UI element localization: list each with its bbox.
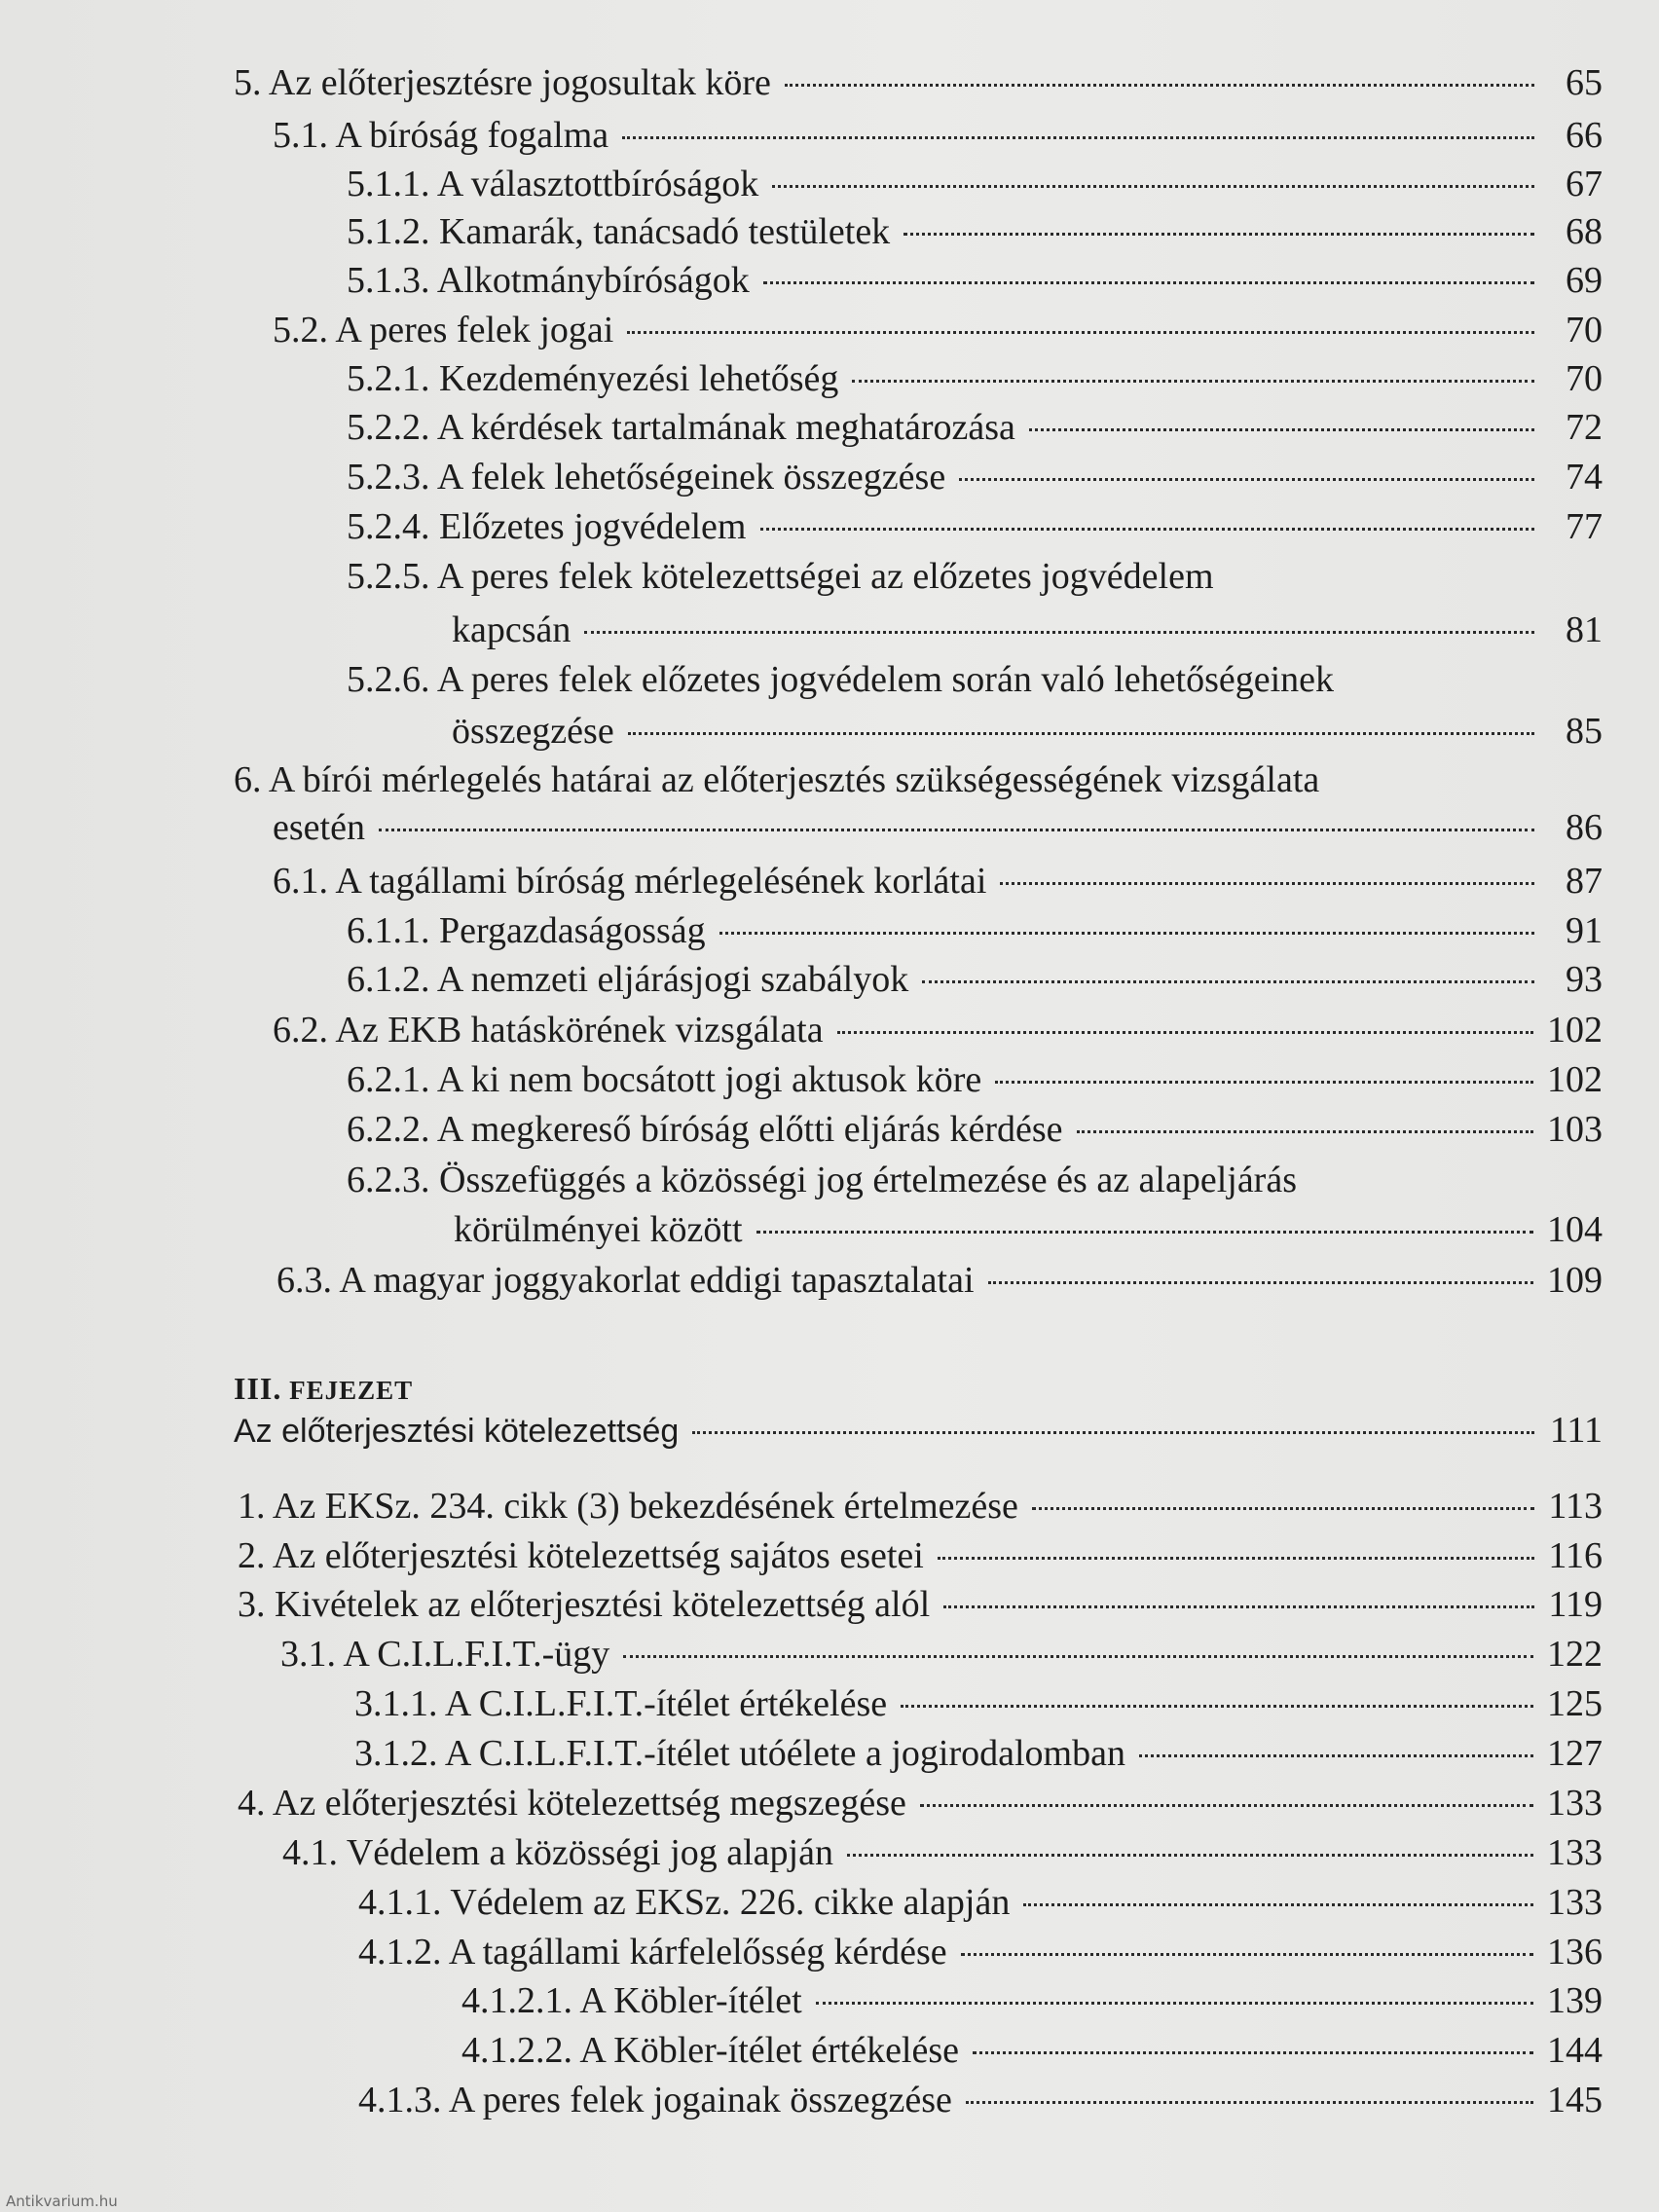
toc-entry-title-line1: 6.2.3. Összefüggés a közösségi jog értelmezése és az alapeljárás <box>347 1160 1297 1200</box>
toc-entry <box>347 504 1603 549</box>
toc-entry-title: 6.3. A magyar joggyakorlat eddigi tapasztalatai <box>276 1260 975 1301</box>
toc-entry <box>358 2078 1603 2122</box>
toc-entry-page: 127 <box>1547 1733 1603 1774</box>
chapter-word: FEJEZET <box>289 1376 414 1405</box>
dot-leader <box>966 2101 1533 2104</box>
toc-entry-title: 6.2.1. A ki nem bocsátott jogi aktusok köre <box>347 1059 982 1100</box>
dot-leader <box>959 478 1534 481</box>
toc-entry-title: 5.1. A bíróság fogalma <box>273 115 609 156</box>
toc-entry <box>238 1582 1603 1627</box>
toc-entry-title: 5.1.1. A választottbíróságok <box>347 164 759 204</box>
dot-leader <box>622 136 1534 139</box>
toc-entry-page: 116 <box>1548 1535 1603 1576</box>
toc-entry-page: 67 <box>1566 164 1603 204</box>
chapter-title: Az előterjesztési kötelezettség <box>234 1413 680 1450</box>
toc-entry-title: 3.1.1. A C.I.L.F.I.T.-ítélet értékelése <box>354 1683 888 1724</box>
toc-entry <box>238 1533 1603 1578</box>
toc-entry-title: 4.1.3. A peres felek jogainak összegzése <box>358 2080 952 2120</box>
toc-entry-title: 5.2.4. Előzetes jogvédelem <box>347 506 747 547</box>
dot-leader <box>692 1431 1534 1434</box>
dot-leader <box>623 1655 1533 1658</box>
chapter-label <box>234 1371 413 1407</box>
toc-entry <box>280 1632 1603 1677</box>
toc-entry-page: 122 <box>1547 1634 1603 1675</box>
dot-leader <box>1023 1903 1533 1906</box>
toc-entry <box>354 1731 1603 1776</box>
dot-leader <box>760 528 1535 531</box>
toc-entry-page: 109 <box>1547 1260 1603 1301</box>
toc-entry <box>347 405 1603 450</box>
toc-entry-title: 5.1.3. Alkotmánybíróságok <box>347 260 750 301</box>
dot-leader <box>943 1605 1534 1608</box>
toc-entry-page: 87 <box>1566 861 1603 902</box>
toc-entry-title-line2: esetén <box>273 807 365 848</box>
watermark: Antikvarium.hu <box>6 2193 118 2210</box>
toc-entry-title: 3.1. A C.I.L.F.I.T.-ügy <box>280 1634 610 1675</box>
dot-leader <box>922 980 1534 983</box>
toc-entry <box>347 1057 1603 1102</box>
chapter-roman: III. <box>234 1371 282 1406</box>
dot-leader <box>988 1281 1533 1284</box>
dot-leader <box>903 233 1534 236</box>
toc-entry-page: 91 <box>1566 910 1603 951</box>
dot-leader <box>973 2051 1533 2054</box>
toc-entry-title-line1: 6. A bírói mérlegelés határai az előterjesztés szükségességének vizsgálata <box>234 759 1320 800</box>
dot-leader <box>763 281 1534 284</box>
toc-entry <box>358 1930 1603 1974</box>
dot-leader <box>1000 882 1534 885</box>
dot-leader <box>995 1081 1533 1084</box>
toc-entry-page: 69 <box>1566 260 1603 301</box>
toc-entry-page: 81 <box>1566 609 1603 650</box>
toc-entry-page: 136 <box>1547 1932 1603 1972</box>
dot-leader <box>584 631 1534 634</box>
dot-leader <box>756 1231 1533 1234</box>
toc-entry <box>273 805 1603 850</box>
toc-entry-page: 133 <box>1547 1832 1603 1873</box>
dot-leader <box>627 331 1534 334</box>
toc-entry <box>347 957 1603 1002</box>
toc-entry-title: 4.1.2. A tagállami kárfelelősség kérdése <box>358 1932 947 1972</box>
toc-entry-title: 1. Az EKSz. 234. cikk (3) bekezdésének értelmezése <box>238 1486 1018 1527</box>
toc-entry <box>347 908 1603 953</box>
toc-entry <box>234 60 1603 105</box>
toc-entry <box>358 1880 1603 1925</box>
dot-leader <box>847 1854 1533 1857</box>
dot-leader <box>920 1804 1533 1807</box>
toc-entry <box>347 209 1603 254</box>
dot-leader <box>628 732 1534 735</box>
toc-entry-title: 3. Kivételek az előterjesztési kötelezettség alól <box>238 1584 931 1625</box>
dot-leader <box>816 2002 1533 2005</box>
toc-entry <box>461 1978 1603 2023</box>
toc-entry-title: 3.1.2. A C.I.L.F.I.T.-ítélet utóélete a jogirodalomban <box>354 1733 1125 1774</box>
toc-entry-page: 66 <box>1566 115 1603 156</box>
toc-entry-title: 6.1.1. Pergazdaságosság <box>347 910 706 951</box>
toc-entry-title: 4.1.2.1. A Köbler-ítélet <box>461 1980 802 2021</box>
toc-entry-title: 5.2.3. A felek lehetőségeinek összegzése <box>347 457 946 498</box>
toc-entry <box>273 113 1603 158</box>
toc-entry-title-line1: 5.2.6. A peres felek előzetes jogvédelem során való lehetőségeinek <box>347 659 1335 700</box>
toc-entry-title: 5.2.1. Kezdeményezési lehetőség <box>347 358 839 399</box>
toc-entry-title: 6.2. Az EKB hatáskörének vizsgálata <box>273 1010 824 1051</box>
toc-entry-page: 133 <box>1547 1882 1603 1923</box>
toc-entry-title: 4.1. Védelem a közösségi jog alapján <box>282 1832 833 1873</box>
dot-leader <box>1029 428 1534 431</box>
dot-leader <box>1032 1507 1534 1510</box>
dot-leader <box>852 380 1534 383</box>
toc-entry-title: 5.2. A peres felek jogai <box>273 310 614 350</box>
toc-entry <box>238 1484 1603 1529</box>
toc-entry-page: 113 <box>1548 1486 1603 1527</box>
toc-entry-page: 139 <box>1547 1980 1603 2021</box>
toc-entry-page: 93 <box>1566 959 1603 1000</box>
toc-entry-page: 102 <box>1547 1059 1603 1100</box>
toc-entry-title: 6.2.2. A megkereső bíróság előtti eljárás kérdése <box>347 1109 1063 1150</box>
toc-entry <box>238 1781 1603 1825</box>
dot-leader <box>719 932 1534 935</box>
toc-entry <box>276 1258 1603 1303</box>
toc-entry-title-line2: összegzése <box>452 711 614 752</box>
toc-entry <box>347 258 1603 303</box>
toc-entry <box>273 859 1603 903</box>
dot-leader <box>772 185 1534 188</box>
toc-entry-page: 102 <box>1547 1010 1603 1051</box>
toc-entry-page: 77 <box>1566 506 1603 547</box>
toc-entry-page: 70 <box>1566 358 1603 399</box>
toc-entry <box>452 709 1603 754</box>
toc-entry-page: 85 <box>1566 711 1603 752</box>
toc-entry <box>282 1830 1603 1875</box>
toc-entry-title-line2: kapcsán <box>452 609 571 650</box>
dot-leader <box>938 1557 1534 1560</box>
toc-entry-title: 6.1.2. A nemzeti eljárásjogi szabályok <box>347 959 909 1000</box>
toc-entry <box>347 455 1603 499</box>
toc-entry-title-line1: 5.2.5. A peres felek kötelezettségei az előzetes jogvédelem <box>347 556 1214 597</box>
toc-entry-title: 5.2.2. A kérdések tartalmának meghatározása <box>347 407 1015 448</box>
toc-entry <box>454 1207 1603 1252</box>
toc-entry-page: 144 <box>1547 2030 1603 2071</box>
toc-entry <box>347 356 1603 401</box>
toc-entry-title: 2. Az előterjesztési kötelezettség sajátos esetei <box>238 1535 924 1576</box>
toc-entry-page: 70 <box>1566 310 1603 350</box>
toc-entry-page: 145 <box>1547 2080 1603 2120</box>
toc-entry <box>461 2028 1603 2073</box>
dot-leader <box>785 84 1534 87</box>
chapter-entry <box>234 1408 1603 1454</box>
toc-entry-title: 4.1.1. Védelem az EKSz. 226. cikke alapján <box>358 1882 1011 1923</box>
toc-entry-page: 125 <box>1547 1683 1603 1724</box>
toc-entry-title: 4. Az előterjesztési kötelezettség megszegése <box>238 1783 906 1824</box>
toc-entry <box>347 1107 1603 1152</box>
toc-entry-page: 104 <box>1547 1209 1603 1250</box>
toc-entry <box>354 1681 1603 1726</box>
toc-entry-title: 6.1. A tagállami bíróság mérlegelésének korlátai <box>273 861 987 902</box>
toc-entry-page: 65 <box>1566 62 1603 103</box>
toc-entry-title: 4.1.2.2. A Köbler-ítélet értékelése <box>461 2030 960 2071</box>
toc-entry <box>273 1008 1603 1052</box>
toc-entry-title: 5.1.2. Kamarák, tanácsadó testületek <box>347 211 891 252</box>
dot-leader <box>379 829 1534 831</box>
dot-leader <box>961 1953 1533 1956</box>
toc-entry-page: 68 <box>1566 211 1603 252</box>
toc-entry-page: 103 <box>1547 1109 1603 1150</box>
toc-entry-page: 74 <box>1566 457 1603 498</box>
toc-entry-page: 72 <box>1566 407 1603 448</box>
toc-entry-title: 5. Az előterjesztésre jogosultak köre <box>234 62 771 103</box>
dot-leader <box>837 1031 1533 1034</box>
dot-leader <box>1139 1754 1533 1757</box>
toc-entry-title-line2: körülményei között <box>454 1209 743 1250</box>
toc-entry <box>273 308 1603 352</box>
toc-entry <box>347 162 1603 206</box>
dot-leader <box>901 1705 1533 1708</box>
toc-entry <box>452 608 1603 652</box>
toc-entry-page: 86 <box>1566 807 1603 848</box>
toc-entry-page: 133 <box>1547 1783 1603 1824</box>
dot-leader <box>1077 1130 1533 1133</box>
toc-entry-page: 119 <box>1548 1584 1603 1625</box>
toc-entry-page: 111 <box>1549 1410 1603 1451</box>
